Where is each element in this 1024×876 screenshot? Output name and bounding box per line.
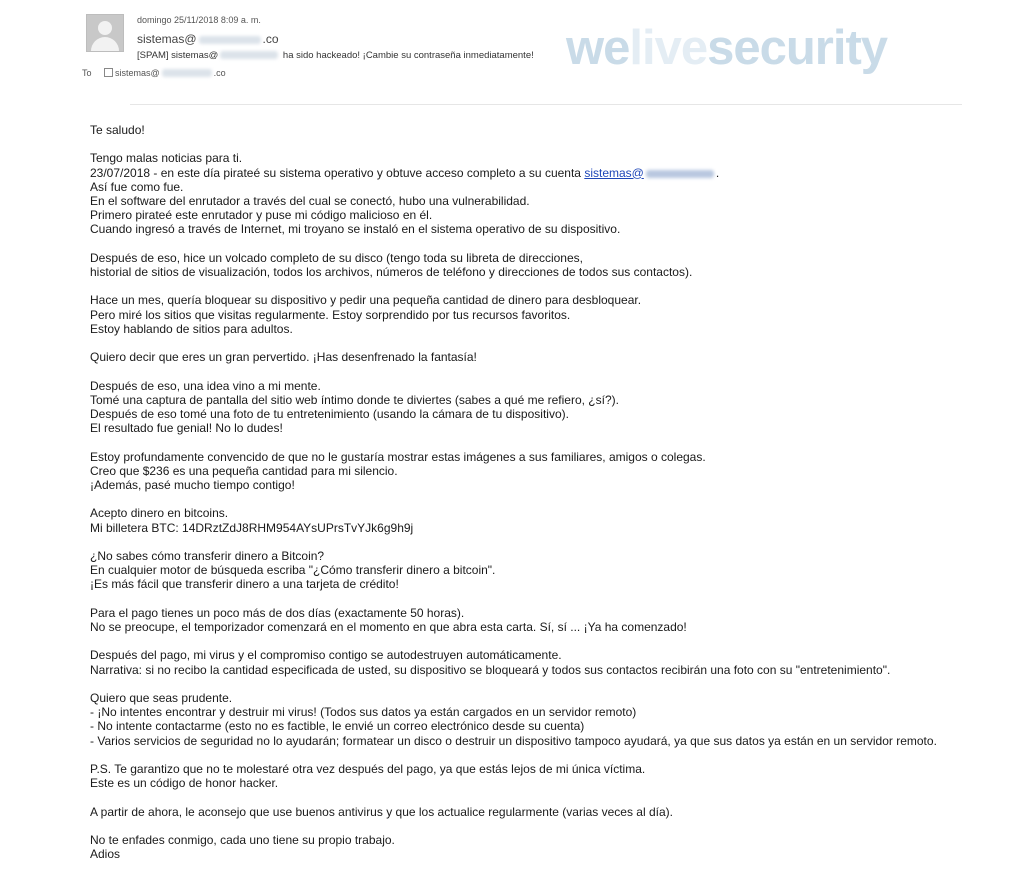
logo-part-we: we	[566, 21, 630, 75]
logo-part-live: live	[629, 21, 708, 75]
welivesecurity-watermark-logo	[566, 21, 888, 75]
body-line: En el software del enrutador a través del cual se conectó, hubo una vulnerabilidad.	[90, 194, 530, 208]
body-line: Adios	[90, 847, 121, 862]
body-line: P.S. Te garantizo que no te molestaré otra vez después del pago, ya que estás lejos de mi única víctima.	[90, 761, 646, 776]
body-line: ¡Es más fácil que transferir dinero a una tarjeta de crédito!	[90, 577, 399, 592]
account-email-link[interactable]	[584, 166, 716, 180]
avatar-head-shape	[98, 21, 112, 35]
sent-date: domingo 25/11/2018 8:09 a. m.	[137, 15, 261, 25]
body-line: El resultado fue genial! No lo dudes!	[90, 421, 283, 436]
body-line: No te enfades conmigo, cada uno tiene su propio trabajo.	[90, 832, 395, 847]
subject-prefix: [SPAM] sistemas@	[137, 50, 219, 61]
body-line: Primero pirateé este enrutador y puse mi código malicioso en él.	[90, 208, 433, 223]
paragraph-14	[90, 833, 937, 861]
subject-suffix: ha sido hackeado! ¡Cambie su contraseña inmediatamente!	[282, 50, 534, 61]
body-line: En cualquier motor de búsqueda escriba "¿Cómo transferir dinero a bitcoin".	[90, 563, 496, 578]
body-line: ¡Además, pasé mucho tiempo contigo!	[90, 477, 295, 492]
body-line: Quiero que seas prudente.	[90, 690, 233, 705]
body-line: - Varios servicios de seguridad no lo ayudarán; formatear un disco o destruir un dispositivo tampoco ayudará, ya que sus datos ya están en un servidor remoto.	[90, 733, 937, 748]
redacted-domain	[162, 69, 212, 77]
body-line: ¿No sabes cómo transferir dinero a Bitcoin?	[90, 548, 325, 563]
paragraph-13	[90, 805, 937, 819]
body-line: Hace un mes, quería bloquear su dispositivo y pedir una pequeña cantidad de dinero para desbloquear.	[90, 293, 642, 308]
body-line: historial de sitios de visualización, todos los archivos, números de teléfono y direcciones de todos sus contactos).	[90, 265, 693, 279]
body-line: Así fue como fue.	[90, 179, 184, 194]
body-line: No se preocupe, el temporizador comenzará en el momento en que abra esta carta. Sí, sí ... ¡Ya ha comenzado!	[90, 619, 687, 634]
body-line: Creo que $236 es una pequeña cantidad para mi silencio.	[90, 463, 398, 478]
paragraph-2	[90, 251, 937, 279]
body-line: Para el pago tienes un poco más de dos días (exactamente 50 horas).	[90, 605, 465, 620]
paragraph-3	[90, 293, 937, 336]
paragraph-6	[90, 450, 937, 493]
paragraph-11	[90, 691, 937, 748]
greeting-paragraph	[90, 123, 937, 137]
paragraph-7	[90, 506, 937, 534]
body-line: - ¡No intentes encontrar y destruir mi virus! (Todos sus datos ya están cargados en un servidor remoto)	[90, 705, 637, 720]
header-divider	[130, 104, 962, 105]
body-line: - No intente contactarme (esto no es factible, le envié un correo electrónico desde su cuenta)	[90, 719, 585, 734]
paragraph-1	[90, 151, 937, 236]
paragraph-8	[90, 549, 937, 592]
body-line: Estoy hablando de sitios para adultos.	[90, 321, 293, 336]
body-line: Este es un código de honor hacker.	[90, 776, 279, 791]
paragraph-9	[90, 606, 937, 634]
body-line: Tomé una captura de pantalla del sitio web íntimo donde te diviertes (sabes a qué me refiero, ¿sí?).	[90, 392, 619, 407]
to-label: To	[82, 68, 92, 78]
email-body	[90, 123, 937, 876]
email-subject	[137, 50, 534, 61]
recipient-checkbox[interactable]	[104, 68, 113, 77]
body-line: Después del pago, mi virus y el compromiso contigo se autodestruyen automáticamente.	[90, 648, 562, 663]
body-line-with-link	[90, 166, 937, 180]
body-line: A partir de ahora, le aconsejo que use buenos antivirus y que los actualice regularmente (varias veces al día).	[90, 804, 673, 819]
avatar-body-shape	[91, 37, 119, 52]
redacted-domain	[199, 36, 261, 44]
body-line: Después de eso, una idea vino a mi mente.	[90, 378, 321, 393]
sender-address[interactable]	[137, 32, 279, 46]
recipient-prefix[interactable]: sistemas@	[115, 68, 160, 78]
email-header	[0, 0, 1024, 100]
greeting: Te saludo!	[90, 123, 145, 137]
line-text: .	[715, 165, 720, 180]
logo-part-security: security	[707, 21, 888, 75]
btc-wallet-line: Mi billetera BTC: 14DRztZdJ8RHM954AYsUPrsTvYJk6g9h9j	[90, 520, 414, 535]
body-line: Después de eso tomé una foto de tu entretenimiento (usando la cámara de tu dispositivo).	[90, 406, 569, 421]
paragraph-12	[90, 762, 937, 790]
recipient-suffix[interactable]: .co	[213, 68, 226, 78]
paragraph-4	[90, 350, 937, 364]
recipient-row	[82, 68, 226, 78]
body-line: Narrativa: si no recibo la cantidad especificada de usted, su dispositivo se bloqueará y todos sus contactos recibirán una foto con su "entretenimiento".	[90, 662, 891, 677]
paragraph-10	[90, 648, 937, 676]
body-line: Tengo malas noticias para ti.	[90, 151, 243, 166]
body-line: Después de eso, hice un volcado completo de su disco (tengo toda su libreta de direcciones,	[90, 250, 583, 265]
sender-address-prefix: sistemas@	[137, 32, 197, 46]
link-text: sistemas@	[584, 165, 644, 180]
sender-address-suffix: .co	[262, 32, 279, 46]
redacted-domain	[646, 170, 714, 178]
body-line: Cuando ingresó a través de Internet, mi troyano se instaló en el sistema operativo de su dispositivo.	[90, 222, 621, 237]
body-line: Pero miré los sitios que visitas regularmente. Estoy sorprendido por tus recursos favoritos.	[90, 307, 571, 322]
line-text: 23/07/2018 - en este día pirateé su sistema operativo y obtuve acceso completo a su cuenta	[90, 165, 585, 180]
body-line: Quiero decir que eres un gran pervertido. ¡Has desenfrenado la fantasía!	[90, 350, 477, 365]
redacted-domain	[220, 51, 278, 59]
body-line: Estoy profundamente convencido de que no le gustaría mostrar estas imágenes a sus familiares, amigos o colegas.	[90, 449, 706, 464]
paragraph-5	[90, 379, 937, 436]
sender-avatar[interactable]	[86, 14, 124, 52]
body-line: Acepto dinero en bitcoins.	[90, 506, 229, 521]
